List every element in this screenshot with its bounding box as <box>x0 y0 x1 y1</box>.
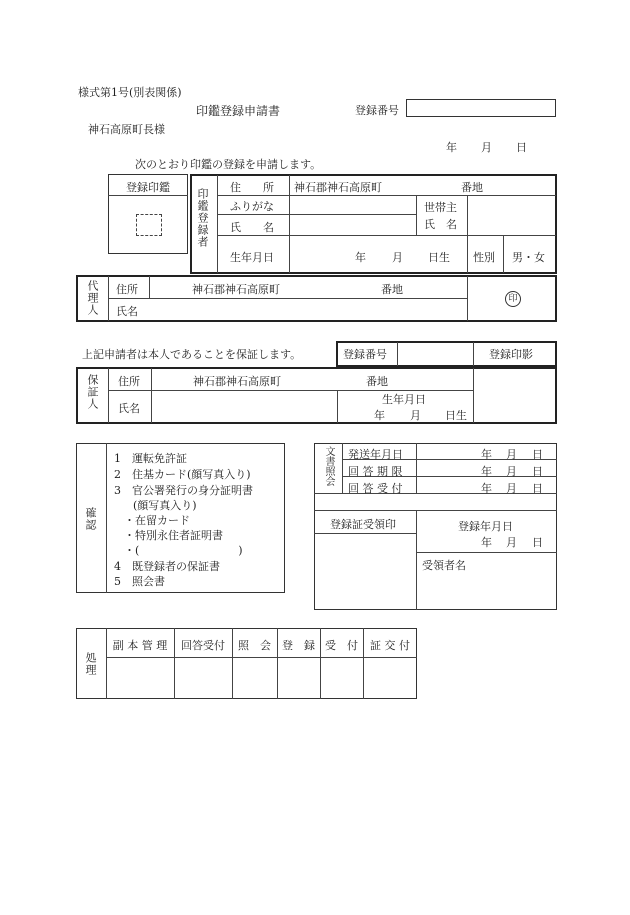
date-day: 日 <box>516 141 527 154</box>
birth-month: 月 <box>392 251 403 264</box>
inquiry-row-3-month: 月 <box>506 482 517 495</box>
inquiry-row-3-day: 日 <box>532 482 543 495</box>
addressee: 神石高原町長様 <box>88 123 165 136</box>
inquiry-row-3-label: 回 答 受 付 <box>348 482 403 495</box>
form-title: 印鑑登録申請書 <box>196 104 281 118</box>
seal-mark-icon: 印 <box>505 291 521 307</box>
reg-number-field[interactable] <box>406 99 556 117</box>
intro-text: 次のとおり印鑑の登録を申請します。 <box>135 158 322 171</box>
applicant-address-label: 住 所 <box>230 181 274 194</box>
agent-vertical-label: 代理人 <box>86 280 99 316</box>
inquiry-vertical-label: 文書照会 <box>323 446 334 486</box>
reg-date-year: 年 <box>481 536 492 549</box>
form-number: 様式第1号(別表関係) <box>78 86 182 99</box>
inquiry-row-2-year: 年 <box>481 465 492 478</box>
reg-date-month: 月 <box>506 536 517 549</box>
reg-date-label: 登録年月日 <box>458 520 513 533</box>
inquiry-row-2-label: 回 答 期 限 <box>348 465 403 478</box>
confirmation-item-5: 5 照会書 <box>114 575 165 588</box>
guarantor-table <box>76 367 557 424</box>
reg-number-label: 登録番号 <box>355 104 399 117</box>
guarantor-name-label: 氏名 <box>118 402 140 415</box>
birth-day: 日生 <box>428 251 450 264</box>
guarantor-birth-year: 年 <box>374 409 385 422</box>
inquiry-row-1-month: 月 <box>506 448 517 461</box>
agent-address-label: 住所 <box>116 283 138 296</box>
agent-name-label: 氏名 <box>116 305 138 318</box>
processing-col-reception: 受 付 <box>325 639 358 652</box>
date-month: 月 <box>481 141 492 154</box>
applicant-vertical-label: 印鑑登録者 <box>196 188 209 248</box>
guarantor-reg-seal-label: 登録印影 <box>489 348 533 361</box>
inquiry-row-1-year: 年 <box>481 448 492 461</box>
cert-receipt-label: 登録証受領印 <box>330 518 396 531</box>
reg-date-day: 日 <box>532 536 543 549</box>
sex-label: 性別 <box>473 251 495 264</box>
birth-label: 生年月日 <box>230 251 274 264</box>
seal-placeholder <box>136 214 162 236</box>
householder-name-label: 氏 名 <box>424 218 457 231</box>
confirmation-item-3: 3 官公署発行の身分証明書 <box>114 484 253 497</box>
seal-label: 登録印鑑 <box>126 181 170 194</box>
birth-year: 年 <box>355 251 366 264</box>
inquiry-row-1-label: 発送年月日 <box>348 448 403 461</box>
confirmation-vertical-label: 確認 <box>84 507 97 531</box>
inquiry-row-3-year: 年 <box>481 482 492 495</box>
guarantor-birth-label: 生年月日 <box>382 393 426 406</box>
processing-vertical-label: 処理 <box>84 652 97 676</box>
processing-col-registration: 登 録 <box>282 639 315 652</box>
confirmation-item-residence-card: ・在留カード <box>124 514 190 527</box>
applicant-banchi: 番地 <box>461 181 483 194</box>
inquiry-row-1-day: 日 <box>532 448 543 461</box>
inquiry-row-2-month: 月 <box>506 465 517 478</box>
guarantor-birth-day: 日生 <box>445 409 467 422</box>
processing-col-inquiry: 照 会 <box>238 639 271 652</box>
inquiry-row-2-day: 日 <box>532 465 543 478</box>
householder-label: 世帯主 <box>424 201 457 214</box>
confirmation-item-2: 2 住基カード(顔写真入り) <box>114 468 251 481</box>
processing-col-copy-mgmt: 副 本 管 理 <box>112 639 168 652</box>
agent-banchi: 番地 <box>381 283 403 296</box>
guarantor-address-label: 住所 <box>118 375 140 388</box>
guarantor-birth-month: 月 <box>410 409 421 422</box>
guarantor-address-value[interactable]: 神石郡神石高原町 <box>193 375 281 388</box>
date-year: 年 <box>446 141 457 154</box>
confirmation-item-4: 4 既登録者の保証書 <box>114 560 220 573</box>
processing-col-cert-issue: 証 交 付 <box>370 639 410 652</box>
receiver-name-label: 受領者名 <box>422 559 466 572</box>
applicant-address-value[interactable]: 神石郡神石高原町 <box>294 181 382 194</box>
confirmation-item-permanent-resident: ・特別永住者証明書 <box>124 529 223 542</box>
guarantor-vertical-label: 保証人 <box>86 374 99 410</box>
confirmation-item-3-note: (顔写真入り) <box>133 499 197 512</box>
confirmation-item-other: ・( ) <box>124 544 243 557</box>
confirmation-item-1: 1 運転免許証 <box>114 452 187 465</box>
sex-value[interactable]: 男・女 <box>512 251 545 264</box>
guarantor-reg-number-label: 登録番号 <box>343 348 387 361</box>
furigana-label: ふりがな <box>230 200 274 213</box>
applicant-name-label: 氏 名 <box>230 221 274 234</box>
agent-address-value[interactable]: 神石郡神石高原町 <box>192 283 280 296</box>
guarantor-statement: 上記申請者は本人であることを保証します。 <box>82 348 302 361</box>
guarantor-banchi: 番地 <box>366 375 388 388</box>
processing-col-reply-receipt: 回答受付 <box>181 639 225 652</box>
